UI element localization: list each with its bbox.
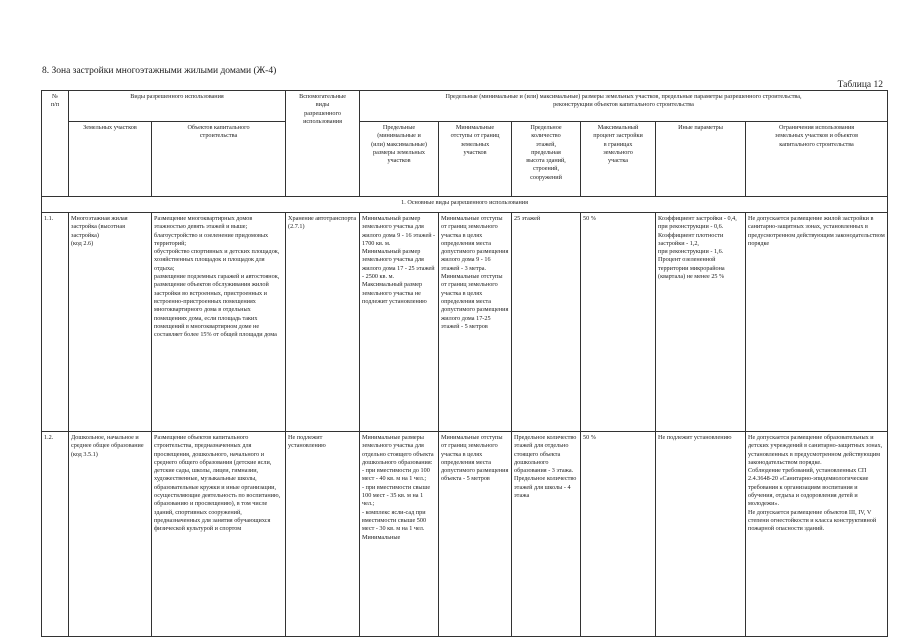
header-plot-sizes: Предельные (минимальные и (или) максимальные) размеры земельных участков [360, 122, 439, 197]
header-other: Иные параметры [656, 122, 746, 197]
header-floors: Предельное количество этажей, предельная высота зданий, строений, сооружений [512, 122, 581, 197]
row-coverage: 50 % [581, 432, 656, 637]
header-auxiliary: Вспомогательные виды разрешенного использования [286, 91, 360, 197]
table-row [42, 432, 888, 637]
row-auxiliary: Не подлежит установлению [286, 432, 360, 637]
header-capital-objects: Объектов капитального строительства [152, 122, 286, 197]
header-setbacks: Минимальные отступы от границ земельных участков [439, 122, 512, 197]
header-num: № п/п [42, 91, 69, 197]
zoning-table [41, 90, 888, 637]
section-title: 8. Зона застройки многоэтажными жилыми домами (Ж-4) [42, 66, 277, 76]
row-plot-sizes: Минимальный размер земельного участка для жилого дома 9 - 16 этажей - 1700 кв. м. Минимальный размер земельного участка для жилого дома 17 - 25 этажей - 2500 кв. м. Максимальный размер земельного участка не подлежит установлению [360, 213, 439, 432]
row-floors: 25 этажей [512, 213, 581, 432]
row-capital-objects: Размещение объектов капитального строительства, предназначенных для просвещения, дошкольного, начального и среднего общего образования (детские ясли, детские сады, школы, лицеи, гимназии, художественные, музыкальные школы, образовательные кружки и иные организации, осуществляющие деятельность по воспитанию, образованию и просвещению), в том числе зданий, спортивных сооружений, предназначенных для занятия обучающихся физической культурой и спортом [152, 432, 286, 637]
header-row [42, 91, 888, 122]
subheader-row [42, 122, 888, 197]
row-land-plots: Дошкольное, начальное и среднее общее образование (код 3.5.1) [69, 432, 152, 637]
row-setbacks: Минимальные отступы от границ земельного участка в целях определения места допустимого размещения жилого дома 9 - 16 этажей - 3 метра. Минимальные отступы от границ земельного участка в целях определения места допустимого размещения жилого дома 17-25 этажей - 5 метров [439, 213, 512, 432]
row-land-plots: Многоэтажная жилая застройка (высотная застройка) (код 2.6) [69, 213, 152, 432]
row-plot-sizes: Минимальные размеры земельного участка для отдельно стоящего объекта дошкольного образования: - при вместимости до 100 мест - 40 кв. м на 1 чел.; - при вместимости свыше 100 мест - 35 кв. м на 1 чел.; - комплекс ясли-сад при вместимости свыше 500 мест - 30 кв. м на 1 чел. Минимальные [360, 432, 439, 637]
section-band: 1. Основные виды разрешенного использования [42, 197, 888, 213]
header-permitted-use: Виды разрешенного использования [69, 91, 286, 122]
section-band-row [42, 197, 888, 213]
row-other: Не подлежит установлению [656, 432, 746, 637]
table-row [42, 213, 888, 432]
row-setbacks: Минимальные отступы от границ земельного участка в целях определения места допустимого размещения объекта - 5 метров [439, 432, 512, 637]
header-coverage: Максимальный процент застройки в границах земельного участка [581, 122, 656, 197]
row-other: Коэффициент застройки - 0,4, при реконструкции - 0,6. Коэффициент плотности застройки - 1,2, при реконструкции - 1,6. Процент озелененной территории микрорайона (квартала) не менее 25 % [656, 213, 746, 432]
header-limits: Предельные (минимальные и (или) максимальные) размеры земельных участков, предельные параметры разрешенного строительства, реконструкции объектов капитального строительства [360, 91, 888, 122]
table-number: Таблица 12 [837, 80, 883, 90]
row-floors: Предельное количество этажей для отдельно стоящего объекта дошкольного образования - 3 этажа. Предельное количество этажей для школы - 4 этажа [512, 432, 581, 637]
row-coverage: 50 % [581, 213, 656, 432]
row-auxiliary: Хранение автотранспорта (2.7.1) [286, 213, 360, 432]
row-restrictions: Не допускается размещение образовательных и детских учреждений в санитарно-защитных зонах, установленных в предусмотренном действующим законодательством порядке. Соблюдение требований, установленных СП 2.4.3648-20 «Санитарно-эпидемиологические требования к организациям воспитания и обучения, отдыха и оздоровления детей и молодежи». Не допускается размещение объектов III, IV, V степени огнестойкости и класса конструктивной пожарной опасности зданий. [746, 432, 888, 637]
row-restrictions: Не допускается размещение жилой застройки в санитарно-защитных зонах, установленных в предусмотренном действующим законодательством порядке [746, 213, 888, 432]
header-restrictions: Ограничения использования земельных участков и объектов капитального строительства [746, 122, 888, 197]
row-num: 1.1. [42, 213, 69, 432]
row-num: 1.2. [42, 432, 69, 637]
header-land-plots: Земельных участков [69, 122, 152, 197]
row-capital-objects: Размещение многоквартирных домов этажностью девять этажей и выше; благоустройство и озеленение придомовых территорий; обустройство спортивных и детских площадок, хозяйственных площадок и площадок для отдыха; размещение подземных гаражей и автостоянок, размещение объектов обслуживания жилой застройки во встроенных, пристроенных и встроенно-пристроенных помещениях многоквартирного дома в отдельных помещениях дома, если площадь таких помещений в многоквартирном доме не составляет более 15% от общей площади дома [152, 213, 286, 432]
